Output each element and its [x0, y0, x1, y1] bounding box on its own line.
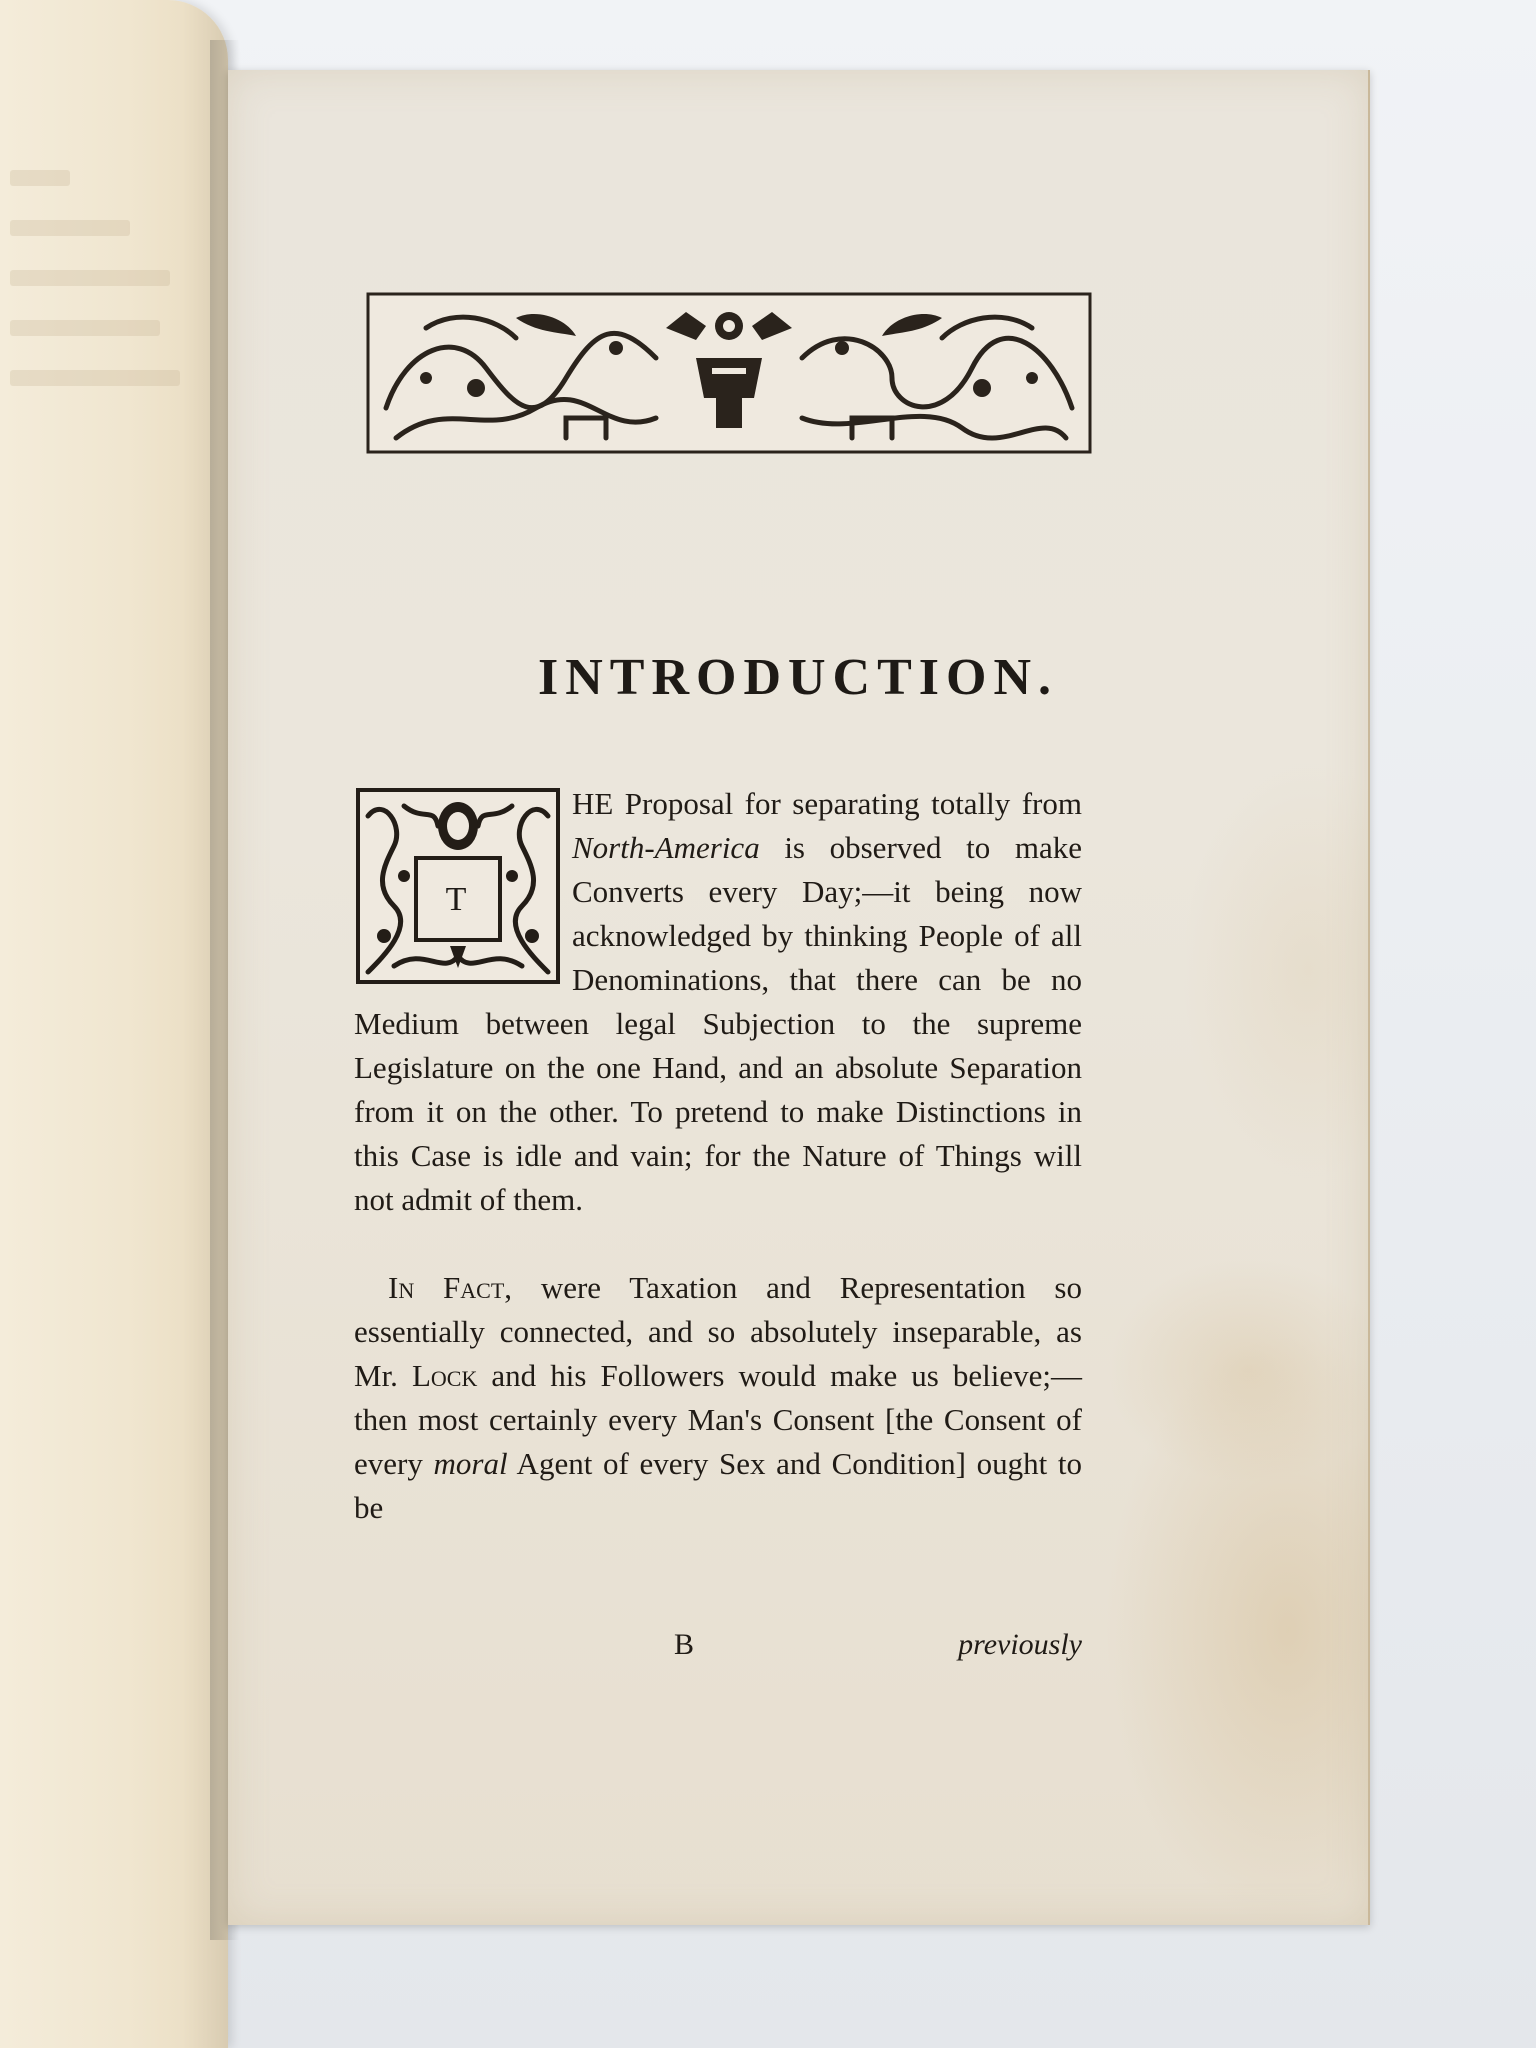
author-name-smallcaps: Lock — [411, 1358, 478, 1393]
chapter-heading: INTRODUCTION. — [537, 649, 1059, 706]
show-through-line — [10, 170, 70, 186]
show-through-line — [10, 270, 170, 286]
body-text — [354, 782, 1082, 1530]
paragraph-2-text-end: Agent of every Sex and Condition] ought to be — [354, 1446, 1082, 1525]
signature-mark: B — [674, 1628, 695, 1661]
paragraph-1-text: HE Proposal for separating totally from — [572, 786, 1082, 821]
show-through-line — [10, 370, 180, 386]
paragraph-1-text-continued: is observed to make Converts every Day;—it being now acknowledged by thinking People of all Denominations, that there can be no Medium between legal Subjection to the supreme Legislature on the one Hand, and an absolute Separation from it on the other. To pretend to make Distinctions in this Case is idle and vain; for the Nature of Things will not admit of them. — [354, 830, 1082, 1217]
decorated-initial — [354, 786, 562, 986]
page-footer — [354, 1628, 1082, 1672]
paragraph-2-text: , were Taxation and Representation so essentially connected, and so absolutely inseparable, as Mr. — [354, 1270, 1082, 1393]
show-through-line — [10, 320, 160, 336]
moral-italic: moral — [433, 1446, 508, 1481]
place-name-italic: North-America — [572, 830, 760, 865]
paragraph-2 — [354, 1266, 1082, 1530]
show-through-line — [10, 220, 130, 236]
paragraph-2-opening: In Fact — [388, 1270, 505, 1305]
catchword: previously — [958, 1628, 1082, 1661]
paragraph-2-text-continued: and his Followers would make us believe;—then most certainly every Man's Consent [the Consent of every — [354, 1358, 1082, 1481]
dropcap-letter: T — [445, 881, 467, 918]
facing-page-left — [0, 0, 228, 2048]
book-page — [228, 70, 1370, 1925]
ornamental-headpiece-icon — [366, 288, 1092, 456]
